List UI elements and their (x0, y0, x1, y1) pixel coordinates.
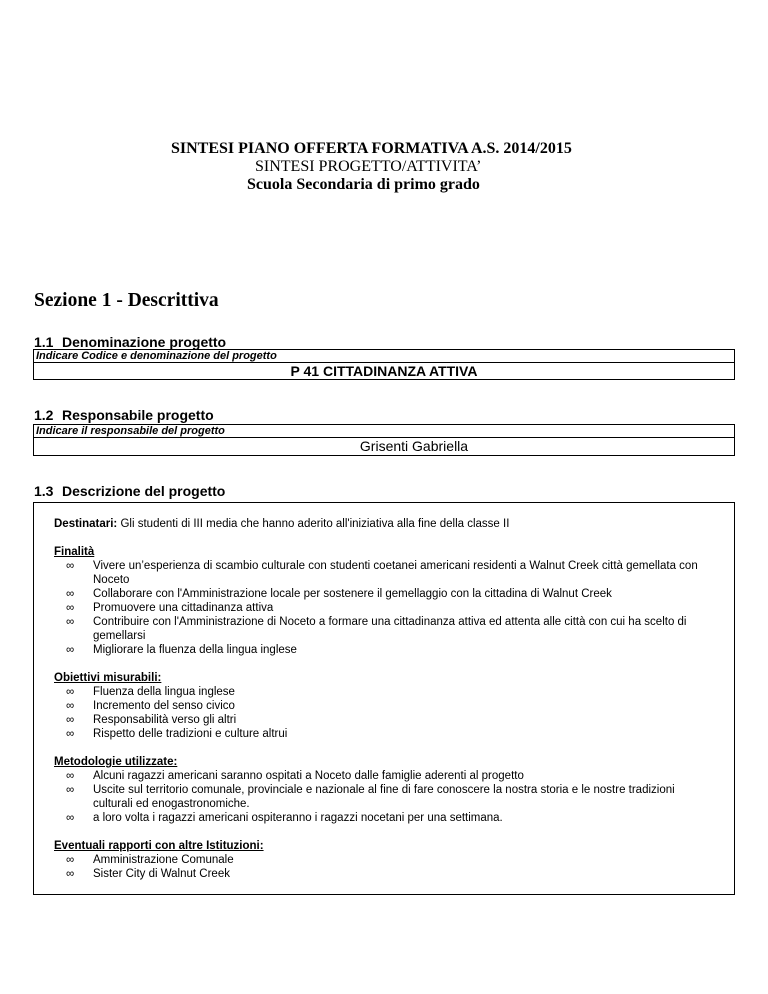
infinity-bullet-icon: ∞ (66, 770, 75, 782)
finalita-list (54, 559, 714, 657)
rapporti-list (54, 853, 714, 881)
infinity-bullet-icon: ∞ (66, 854, 75, 866)
list-item: ∞ Responsabilità verso gli altri (66, 714, 237, 726)
infinity-bullet-icon: ∞ (66, 714, 75, 726)
list-item: ∞ Incremento del senso civico (66, 700, 235, 712)
infinity-bullet-icon: ∞ (66, 700, 75, 712)
responsible-value: Grisenti Gabriella (33, 437, 735, 456)
destinatari-text: Gli studenti di III media che hanno aderito all'iniziativa alla fine della classe II (117, 518, 510, 530)
obiettivi-heading: Obiettivi misurabili: (54, 672, 162, 684)
section-title: Sezione 1 - Descrittiva (34, 290, 219, 311)
project-code-label: Indicare Codice e denominazione del progetto (33, 349, 735, 362)
list-item: ∞ a loro volta i ragazzi americani ospiteranno i ragazzi nocetani per una settimana. (66, 812, 503, 824)
subsection-heading-1-3 (34, 483, 225, 499)
obiettivi-list (54, 685, 714, 741)
subsection-number: 1.2 (34, 407, 54, 423)
list-item: ∞ Migliorare la fluenza della lingua inglese (66, 644, 297, 656)
header-title: SINTESI PIANO OFFERTA FORMATIVA A.S. 2014/2015 (171, 140, 572, 157)
list-item: ∞ Promuovere una cittadinanza attiva (66, 602, 274, 614)
header-school: Scuola Secondaria di primo grado (247, 176, 480, 193)
infinity-bullet-icon: ∞ (66, 784, 75, 796)
infinity-bullet-icon: ∞ (66, 602, 75, 614)
header-subtitle: SINTESI PROGETTO/ATTIVITA’ (255, 158, 482, 175)
destinatari-label: Destinatari: (54, 518, 118, 530)
list-item: ∞ Fluenza della lingua inglese (66, 686, 235, 698)
list-item: ∞ Rispetto delle tradizioni e culture altrui (66, 728, 288, 740)
responsible-label: Indicare il responsabile del progetto (33, 424, 735, 437)
subsection-title: Descrizione del progetto (62, 483, 226, 499)
infinity-bullet-icon: ∞ (66, 588, 75, 600)
subsection-heading-1-1 (34, 334, 226, 350)
list-item: ∞ Amministrazione Comunale (66, 854, 234, 866)
infinity-bullet-icon: ∞ (66, 812, 75, 824)
project-code-value: P 41 CITTADINANZA ATTIVA (33, 362, 735, 380)
finalita-heading: Finalità (54, 546, 95, 558)
subsection-title: Responsabile progetto (62, 407, 214, 423)
rapporti-block (54, 839, 714, 881)
metodologie-block (54, 755, 714, 825)
subsection-title: Denominazione progetto (62, 334, 227, 350)
infinity-bullet-icon: ∞ (66, 560, 75, 572)
destinatari-paragraph (54, 517, 714, 531)
list-item: ∞ Contribuire con l'Amministrazione di Noceto a formare una cittadinanza attiva ed attenta alle città con cui ha scelto di gemellarsi (66, 616, 687, 642)
description-content (54, 517, 714, 890)
list-item: ∞ Alcuni ragazzi americani saranno ospitati a Noceto dalle famiglie aderenti al progetto (66, 770, 524, 782)
list-item: ∞ Sister City di Walnut Creek (66, 868, 230, 880)
list-item: ∞ Uscite sul territorio comunale, provinciale e nazionale al fine di fare conoscere la nostra storia e le nostre tradizioni culturali ed enogastronomiche. (66, 784, 675, 810)
infinity-bullet-icon: ∞ (66, 686, 75, 698)
list-item: ∞ Collaborare con l'Amministrazione locale per sostenere il gemellaggio con la cittadina di Walnut Creek (66, 588, 612, 600)
description-box (33, 502, 735, 895)
infinity-bullet-icon: ∞ (66, 868, 75, 880)
rapporti-heading: Eventuali rapporti con altre Istituzioni: (54, 840, 264, 852)
infinity-bullet-icon: ∞ (66, 616, 75, 628)
infinity-bullet-icon: ∞ (66, 728, 75, 740)
list-item: ∞ Vivere un’esperienza di scambio culturale con studenti coetanei americani residenti a Walnut Creek città gemellata con Noceto (66, 560, 698, 586)
subsection-heading-1-2 (34, 407, 214, 423)
finalita-block (54, 545, 714, 657)
metodologie-heading: Metodologie utilizzate: (54, 756, 178, 768)
subsection-number: 1.1 (34, 334, 54, 350)
infinity-bullet-icon: ∞ (66, 644, 75, 656)
obiettivi-block (54, 671, 714, 741)
subsection-number: 1.3 (34, 483, 54, 499)
metodologie-list (54, 769, 714, 825)
